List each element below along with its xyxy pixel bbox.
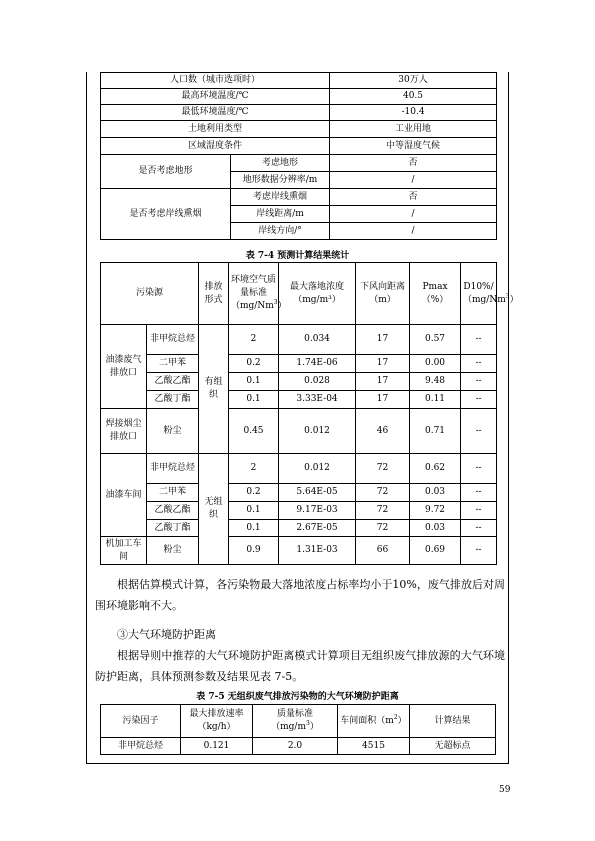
param-row: [101, 121, 497, 138]
pmax-cell: 0.11: [410, 391, 461, 409]
section-heading: ③大气环境防护距离: [117, 628, 216, 641]
header-source: 污染源: [101, 263, 199, 325]
param-value: 否: [330, 189, 497, 206]
header-d10: D10%/（mg/Nm$^3$）: [461, 263, 497, 325]
header-max-concentration: 最大落地浓度（mg/m³）: [279, 263, 356, 325]
std-cell: 2: [229, 325, 279, 355]
header-distance: 下风向距离（m）: [356, 263, 410, 325]
source-cell: 机加工车间: [101, 537, 147, 565]
std-cell: 0.2: [229, 484, 279, 502]
pollutant-cell: 二甲苯: [147, 355, 199, 373]
dist-cell: 72: [356, 484, 410, 502]
param-label: 考虑地形: [231, 155, 330, 172]
header-quality-standard: 质量标准$(mg/m^3)$: [253, 705, 338, 738]
dist-cell: 17: [356, 325, 410, 355]
pollutant-cell: 非甲烷总烃: [147, 454, 199, 484]
param-row: [101, 138, 497, 155]
conc-cell: 3.33E-04: [279, 391, 356, 409]
source-cell: 油漆车间: [101, 454, 147, 537]
source-cell: 焊接烟尘排放口: [101, 409, 147, 454]
pollutant-cell: 非甲烷总烃: [147, 325, 199, 355]
param-label: 考虑岸线熏烟: [231, 189, 330, 206]
table-row: [101, 391, 497, 409]
param-value: 30万人: [330, 73, 497, 89]
d10-cell: --: [461, 391, 497, 409]
header-rate: 最大排放速率（kg/h）: [181, 705, 253, 738]
param-label: 岸线距离/m: [231, 206, 330, 223]
param-label: 人口数（城市选项时）: [101, 73, 330, 89]
conclusion-paragraph: 根据估算模式计算，各污染物最大落地浓度占标率均小于10%，废气排放后对周围环境影响不大。: [95, 578, 505, 612]
header-factor: 污染因子: [101, 705, 181, 738]
header-mode: 排放形式: [199, 263, 229, 325]
table-row: [101, 520, 497, 537]
param-row: [101, 89, 497, 105]
param-label: 地形数据分辨率/m: [231, 172, 330, 189]
table-header-row: [101, 263, 497, 325]
pollutant-cell: 粉尘: [147, 409, 199, 454]
pmax-cell: 0.03: [410, 484, 461, 502]
conc-cell: 0.034: [279, 325, 356, 355]
d10-cell: --: [461, 484, 497, 502]
dist-cell: 17: [356, 355, 410, 373]
pmax-cell: 0.69: [410, 537, 461, 565]
protection-distance-table: [100, 704, 496, 755]
d10-cell: --: [461, 409, 497, 454]
dist-cell: 46: [356, 409, 410, 454]
std-cell: 0.45: [229, 409, 279, 454]
table-row: [101, 537, 497, 565]
param-value: /: [330, 223, 497, 240]
param-label: 区域湿度条件: [101, 138, 330, 155]
pollutant-cell: 乙酸丁酯: [147, 520, 199, 537]
std-cell: 0.1: [229, 520, 279, 537]
param-value: 否: [330, 155, 497, 172]
area-cell: 4515: [338, 738, 410, 755]
pmax-cell: 9.72: [410, 502, 461, 520]
header-area: 车间面积$(m^2)$: [338, 705, 410, 738]
param-value: /: [330, 206, 497, 223]
d10-cell: --: [461, 373, 497, 391]
pmax-cell: 0.03: [410, 520, 461, 537]
std-cell: 0.1: [229, 373, 279, 391]
pollutant-cell: 粉尘: [147, 537, 199, 565]
dist-cell: 66: [356, 537, 410, 565]
conc-cell: 0.012: [279, 454, 356, 484]
std-cell: 0.2: [229, 355, 279, 373]
param-label: 最低环境温度/℃: [101, 105, 330, 121]
terrain-group-label: 是否考虑地形: [101, 155, 231, 189]
conc-cell: 2.67E-05: [279, 520, 356, 537]
std-cell: 0.1: [229, 391, 279, 409]
conc-cell: 9.17E-03: [279, 502, 356, 520]
factor-cell: 非甲烷总烃: [101, 738, 181, 755]
pollutant-cell: 二甲苯: [147, 484, 199, 502]
table-7-5-caption: 表 7-5 无组织废气排放污染物的大气环境防护距离: [196, 692, 399, 702]
table-row: [101, 454, 497, 484]
mode-cell: 有组织: [199, 325, 229, 454]
pmax-cell: 0.62: [410, 454, 461, 484]
d10-cell: --: [461, 537, 497, 565]
mode-cell: 无组织: [199, 454, 229, 565]
header-standard: 环境空气质量标准（mg/Nm$^3$）: [229, 263, 279, 325]
pmax-cell: 0.00: [410, 355, 461, 373]
conc-cell: 5.64E-05: [279, 484, 356, 502]
param-label: 土地利用类型: [101, 121, 330, 138]
d10-cell: --: [461, 325, 497, 355]
param-label: 岸线方向/°: [231, 223, 330, 240]
shore-group-label: 是否考虑岸线熏烟: [101, 189, 231, 240]
param-row: [101, 73, 497, 89]
table-row: [101, 484, 497, 502]
param-row: [101, 189, 497, 206]
dist-cell: 17: [356, 391, 410, 409]
conc-cell: 0.028: [279, 373, 356, 391]
std-cell: 2: [229, 454, 279, 484]
result-cell: 无超标点: [410, 738, 496, 755]
param-row: [101, 105, 497, 121]
page-number: 59: [499, 785, 511, 795]
param-label: 最高环境温度/℃: [101, 89, 330, 105]
table-row: [101, 355, 497, 373]
param-value: 中等湿度气候: [330, 138, 497, 155]
dist-cell: 72: [356, 520, 410, 537]
header-pmax: Pmax（%）: [410, 263, 461, 325]
dist-cell: 72: [356, 454, 410, 484]
dist-cell: 72: [356, 502, 410, 520]
d10-cell: --: [461, 454, 497, 484]
intro-paragraph: 根据导则中推荐的大气环境防护距离模式计算项目无组织废气排放源的大气环境防护距离，具体预测参数及结果见表 7-5。: [95, 649, 505, 683]
table-row: [101, 409, 497, 454]
prediction-result-table: [100, 262, 519, 565]
param-value: 工业用地: [330, 121, 497, 138]
rate-cell: 0.121: [181, 738, 253, 755]
param-value: -10.4: [330, 105, 497, 121]
table-row: [101, 502, 497, 520]
conc-cell: 1.74E-06: [279, 355, 356, 373]
table-header-row: [101, 705, 496, 738]
source-cell: 油漆废气排放口: [101, 325, 147, 409]
pollutant-cell: 乙酸乙酯: [147, 502, 199, 520]
table-7-4-caption: 表 7-4 预测计算结果统计: [245, 251, 350, 261]
param-value: 40.5: [330, 89, 497, 105]
d10-cell: --: [461, 520, 497, 537]
table-row: [101, 373, 497, 391]
pollutant-cell: 乙酸丁酯: [147, 391, 199, 409]
dist-cell: 17: [356, 373, 410, 391]
conc-cell: 0.012: [279, 409, 356, 454]
std-cell: 0.1: [229, 502, 279, 520]
d10-cell: --: [461, 502, 497, 520]
conc-cell: 1.31E-03: [279, 537, 356, 565]
std-cell: 0.9: [229, 537, 279, 565]
pmax-cell: 0.57: [410, 325, 461, 355]
table-row: [101, 325, 497, 355]
table-row: [101, 738, 496, 755]
param-row: [101, 155, 497, 172]
param-value: /: [330, 172, 497, 189]
header-result: 计算结果: [410, 705, 496, 738]
pollutant-cell: 乙酸乙酯: [147, 373, 199, 391]
parameter-table: [100, 72, 497, 240]
pmax-cell: 0.71: [410, 409, 461, 454]
std-cell: 2.0: [253, 738, 338, 755]
d10-cell: --: [461, 355, 497, 373]
pmax-cell: 9.48: [410, 373, 461, 391]
